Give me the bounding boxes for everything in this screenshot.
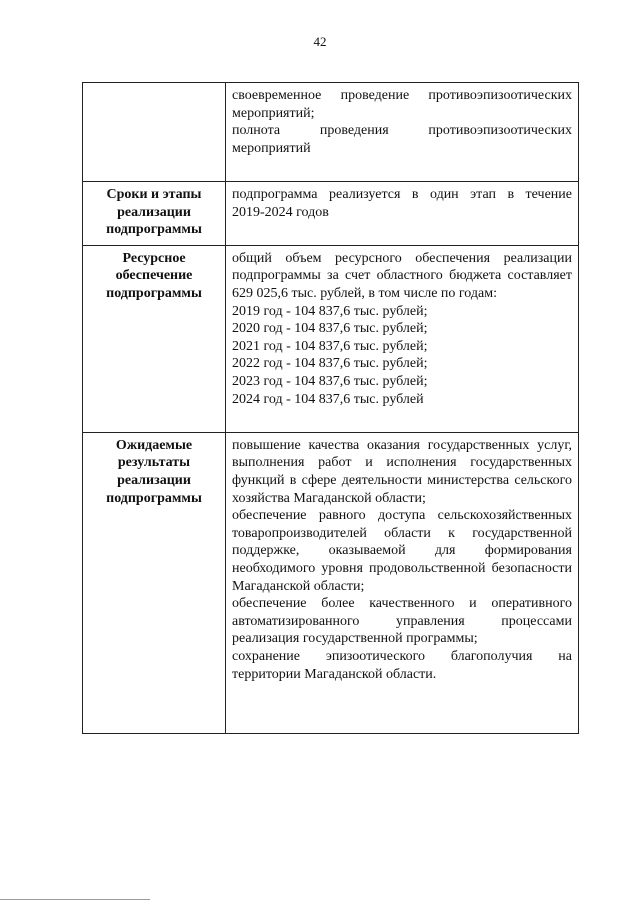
year-amount-2022: 2022 год - 104 837,6 тыс. рублей; xyxy=(232,356,428,372)
row-label-resources: Ресурсное обеспечение подпрограммы xyxy=(83,245,226,432)
row-content-continuation xyxy=(226,83,579,182)
footer-divider xyxy=(0,899,150,900)
year-amount-2021: 2021 год - 104 837,6 тыс. рублей; xyxy=(232,338,428,354)
table-row-stages xyxy=(83,182,579,246)
content-line: подпрограмма реализуется в один этап в течение xyxy=(232,187,572,202)
row-content-results xyxy=(226,432,579,733)
content-line: полнота проведения противоэпизоотических xyxy=(232,123,572,139)
year-amount-2023: 2023 год - 104 837,6 тыс. рублей; xyxy=(232,373,428,389)
result-paragraph: повышение качества оказания государственных услуг, выполнения работ и исполнения государственных функций в сфере деятельности министерства сельского хозяйства Магаданской области; xyxy=(232,437,572,506)
table-row-continuation xyxy=(83,83,579,182)
page-number: 42 xyxy=(313,34,327,49)
row-label-results: Ожидаемые результаты реализации подпрограммы xyxy=(83,432,226,733)
table-row-resources xyxy=(83,245,579,432)
content-line: своевременное проведение противоэпизоотических xyxy=(232,88,572,103)
content-line: 2019-2024 годов xyxy=(232,204,329,220)
content-line: мероприятий; xyxy=(232,105,315,121)
resources-intro: общий объем ресурсного обеспечения реализации подпрограммы за счет областного бюджета составляет 629 025,6 тыс. рублей, в том числе по годам: xyxy=(232,250,572,301)
result-paragraph: обеспечение более качественного и оперативного автоматизированного управления процессами реализация государственной программы; xyxy=(232,596,572,647)
row-label-empty xyxy=(83,83,226,182)
table-row-results xyxy=(83,432,579,733)
year-amount-2024: 2024 год - 104 837,6 тыс. рублей xyxy=(232,391,424,407)
row-content-resources xyxy=(226,245,579,432)
result-paragraph: сохранение эпизоотического благополучия на территории Магаданской области. xyxy=(232,648,572,682)
result-paragraph: обеспечение равного доступа сельскохозяйственных товаропроизводителей области к государственной поддержке, оказываемой для формирования необходимого уровня продовольственной безопасности Магаданской области; xyxy=(232,508,572,594)
year-amount-2019: 2019 год - 104 837,6 тыс. рублей; xyxy=(232,303,428,319)
row-label-stages: Сроки и этапы реализации подпрограммы xyxy=(83,182,226,246)
subprogram-passport-table xyxy=(82,82,579,734)
content-line: мероприятий xyxy=(232,140,311,156)
row-content-stages xyxy=(226,182,579,246)
year-amount-2020: 2020 год - 104 837,6 тыс. рублей; xyxy=(232,321,428,337)
